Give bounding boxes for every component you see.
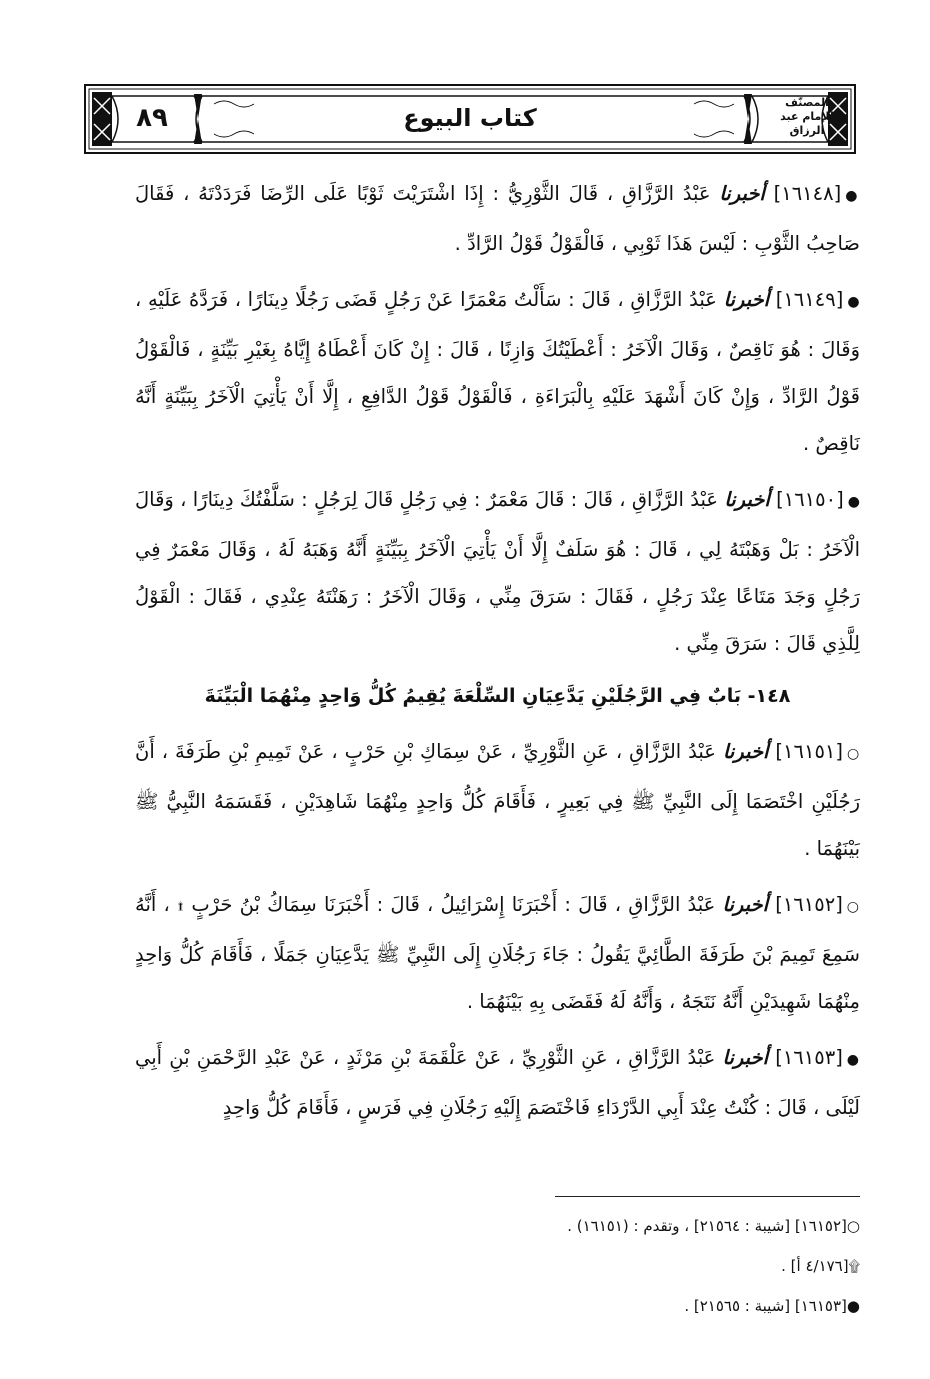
hadith-entry [135, 476, 860, 667]
footnote: ●[١٦١٥٣] [شيبة : ٢١٥٦٥] . [684, 1297, 860, 1315]
footnote: ۩[٤/١٧٦ أ] . [781, 1257, 860, 1275]
book-title: كتاب البيوع [403, 104, 537, 132]
entry-lead: أخبرنا [722, 1046, 768, 1069]
entry-lead: أخبرنا [723, 288, 770, 311]
hadith-entry [135, 728, 860, 872]
footnote: ○[١٦١٥٢] [شيبة : ٢١٥٦٤] ، وتقدم : (١٦١٥١) . [567, 1217, 860, 1235]
entry-lead: أخبرنا [722, 893, 768, 916]
hadith-entry [135, 1034, 860, 1131]
entry-number: [١٦١٥٠] [776, 488, 844, 511]
entry-number: [١٦١٥٣] [775, 1046, 843, 1069]
entry-text: عَبْدُ الرَّزَّاقِ ، عَنِ الثَّوْرِيِّ ، عَنْ سِمَاكِ بْنِ حَرْبٍ ، عَنْ تَمِيمِ بْنِ طَرَفَةَ ، أَنَّ رَجُلَيْنِ اخْتَصَمَا إِلَى النَّبِيِّ ﷺ فِي بَعِيرٍ ، فَأَقَامَ كُلُّ وَاحِدٍ مِنْهُمَا شَاهِدَيْنِ ، فَقَسَمَهُ النَّبِيُّ ﷺ بَيْنَهُمَا . [135, 740, 860, 860]
series-logo: المصنّف للإمام عبد الرزاق [780, 96, 834, 137]
chapter-heading: ١٤٨- بَابٌ فِي الرَّجُلَيْنِ يَدَّعِيَانِ السِّلْعَةَ يُقِيمُ كُلُّ وَاحِدٍ مِنْهُمَا الْبَيِّنَةَ [204, 685, 791, 707]
main-text [135, 170, 860, 1140]
entry-text: عَبْدُ الرَّزَّاقِ ، قَالَ : قَالَ مَعْمَرٌ : فِي رَجُلٍ قَالَ لِرَجُلٍ : سَلَّفْتُكَ دِينَارًا ، وَقَالَ الْآخَرُ : بَلْ وَهَبْتَهُ لِي ، قَالَ : هُوَ سَلَفٌ إِلَّا أَنْ يَأْتِيَ الْآخَرُ بِبَيِّنَةٍ أَنَّهُ وَهَبَهُ لَهُ ، وَقَالَ مَعْمَرٌ فِي رَجُلٍ وَجَدَ مَتَاعًا عِنْدَ رَجُلٍ ، فَقَالَ : سَرَقَ مِنِّي ، وَقَالَ الْآخَرُ : رَهَنْتَهُ عِنْدِي ، فَقَالَ : الْقَوْلُ لِلَّذِي قَالَ : سَرَقَ مِنِّي . [135, 488, 860, 655]
footnote-divider [555, 1196, 860, 1197]
marker-filled-circle: ● [846, 1052, 861, 1068]
marker-open-circle: ○ [846, 899, 861, 915]
entry-text: عَبْدُ الرَّزَّاقِ ، قَالَ : أَخْبَرَنَا إِسْرَائِيلُ ، قَالَ : أَخْبَرَنَا سِمَاكُ بْنُ حَرْبٍ ۩ ، أَنَّهُ سَمِعَ تَمِيمَ بْنَ طَرَفَةَ الطَّائِيَّ يَقُولُ : جَاءَ رَجُلَانِ إِلَى النَّبِيِّ ﷺ يَدَّعِيَانِ جَمَلًا ، فَأَقَامَ كُلُّ وَاحِدٍ مِنْهُمَا شَهِيدَيْنِ أَنَّهُ نَتَجَهُ ، وَأَنَّهُ لَهُ فَقَضَى بِهِ بَيْنَهُمَا . [135, 893, 860, 1013]
marker-filled-circle: ● [845, 188, 861, 204]
entry-text: عَبْدُ الرَّزَّاقِ ، قَالَ : سَأَلْتُ مَعْمَرًا عَنْ رَجُلٍ قَضَى رَجُلًا دِينَارًا ، فَرَدَّهُ عَلَيْهِ ، وَقَالَ : هُوَ نَاقِصٌ ، وَقَالَ الْآخَرُ : أَعْطَيْتُكَ وَازِنًا ، قَالَ : إِنْ كَانَ أَعْطَاهُ إِيَّاهُ بِغَيْرِ بَيِّنَةٍ ، فَالْقَوْلُ قَوْلُ الرَّادِّ ، وَإِنْ كَانَ أَشْهَدَ عَلَيْهِ بِالْبَرَاءَةِ ، فَالْقَوْلُ قَوْلُ الدَّافِعِ ، إِلَّا أَنْ يَأْتِيَ الْآخَرُ بِبَيِّنَةٍ أَنَّهُ نَاقِصٌ . [135, 288, 860, 455]
entry-number: [١٦١٤٨] [773, 182, 842, 205]
hadith-entry [135, 881, 860, 1025]
marker-filled-circle: ● [847, 294, 860, 310]
entry-lead: أخبرنا [722, 740, 769, 763]
hadith-entry [135, 276, 860, 467]
entry-lead: أخبرنا [719, 182, 765, 205]
entry-text: عَبْدُ الرَّزَّاقِ ، عَنِ الثَّوْرِيِّ ، عَنْ عَلْقَمَةَ بْنِ مَرْثَدٍ ، عَنْ عَبْدِ الرَّحْمَنِ بْنِ أَبِي لَيْلَى ، قَالَ : كُنْتُ عِنْدَ أَبِي الدَّرْدَاءِ فَاخْتَصَمَ إِلَيْهِ رَجُلَانِ فِي فَرَسٍ ، فَأَقَامَ كُلُّ وَاحِدٍ [135, 1046, 860, 1119]
hadith-entry [135, 170, 860, 267]
marker-filled-circle: ● [847, 494, 861, 510]
entry-number: [١٦١٥١] [775, 740, 844, 763]
marker-open-circle: ○ [847, 746, 861, 762]
page-number: ٨٩ [136, 103, 168, 133]
footnotes [135, 1206, 860, 1326]
entry-text: عَبْدُ الرَّزَّاقِ ، قَالَ الثَّوْرِيُّ : إِذَا اشْتَرَيْتَ ثَوْبًا عَلَى الرِّضَا فَرَدَدْتَهُ ، فَقَالَ صَاحِبُ الثَّوْبِ : لَيْسَ هَذَا ثَوْبِي ، فَالْقَوْلُ قَوْلُ الرَّادِّ . [135, 182, 860, 255]
entry-number: [١٦١٤٩] [775, 288, 844, 311]
entry-lead: أخبرنا [724, 488, 770, 511]
entry-number: [١٦١٥٢] [775, 893, 843, 916]
